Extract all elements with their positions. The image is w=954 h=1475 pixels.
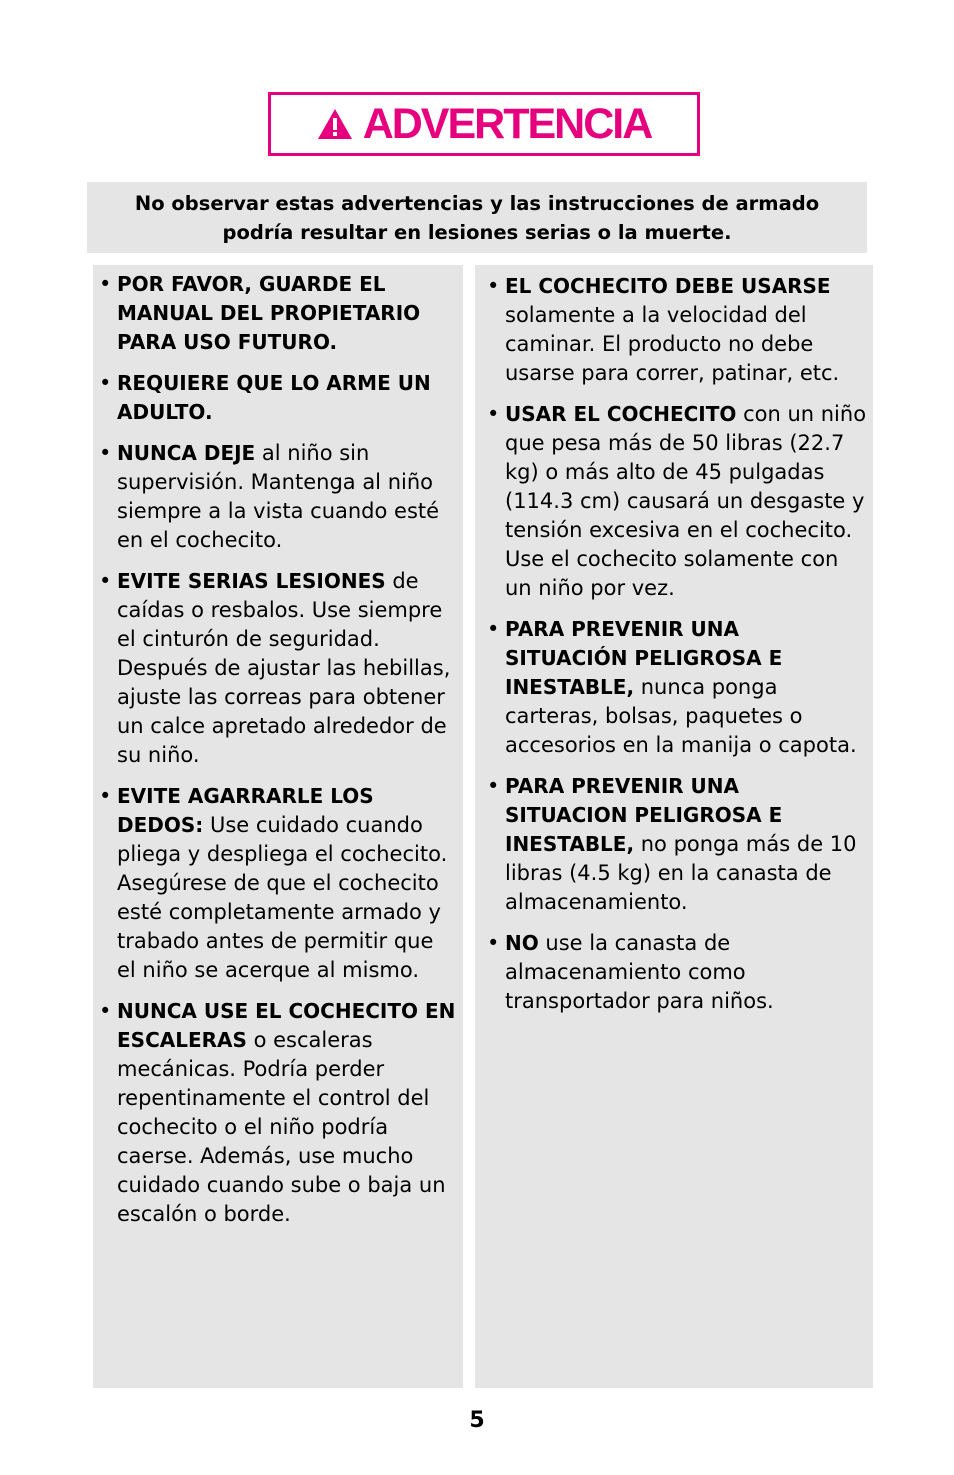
bullet: • (487, 402, 500, 426)
warning-item-heading: EVITE AGARRARLE LOS DEDOS: (117, 784, 374, 837)
bullet: • (99, 441, 112, 465)
left-warning-column (93, 265, 463, 1388)
warning-item (487, 272, 867, 388)
warning-item-text: use la canasta de almacenamiento como transportador para niños. (505, 931, 774, 1013)
warning-item (99, 369, 457, 427)
warning-item-text: nunca ponga carteras, bolsas, paquetes o accesorios en la manija o capota. (505, 675, 857, 757)
page-number: 5 (469, 1408, 485, 1433)
warning-item-text: Use cuidado cuando pliega y despliega el cochecito. Asegúrese de que el cochecito esté completamente armado y trabado antes de permitir que el niño se acerque al mismo. (117, 813, 448, 982)
warning-item-text: solamente a la velocidad del caminar. El producto no debe usarse para correr, patinar, etc. (505, 303, 840, 385)
bullet: • (99, 272, 112, 296)
bullet: • (99, 999, 112, 1023)
warning-item-heading: NUNCA DEJE (117, 441, 256, 465)
warning-item-text: de caídas o resbalos. Use siempre el cinturón de seguridad. Después de ajustar las hebillas, ajuste las correas para obtener un calce apretado alrededor de su niño. (117, 569, 451, 767)
warning-item-heading: EL COCHECITO DEBE USARSE (505, 274, 831, 298)
warning-item (99, 439, 457, 555)
warning-item-text: o escaleras mecánicas. Podría perder repentinamente el control del cochecito o el niño podría caerse. Además, use mucho cuidado cuando sube o baja un escalón o borde. (117, 1028, 446, 1226)
warning-item-heading: NUNCA USE EL COCHECITO EN ESCALERAS (117, 999, 456, 1052)
warning-item (99, 782, 457, 985)
bullet: • (99, 784, 112, 808)
warning-item-heading: REQUIERE QUE LO ARME UN ADULTO. (117, 371, 431, 424)
warning-item (99, 567, 457, 770)
bullet: • (487, 617, 500, 641)
warning-item (487, 929, 867, 1016)
banner-title: ADVERTENCIA (362, 99, 652, 148)
warning-item-heading: NO (505, 931, 539, 955)
warning-item-heading: PARA PREVENIR UNA SITUACIÓN PELIGROSA E INESTABLE, (505, 617, 783, 699)
warning-item (487, 615, 867, 760)
intro-warning: No observar estas advertencias y las instrucciones de armado podría resultar en lesiones serias o la muerte. (87, 182, 867, 253)
bullet: • (99, 371, 112, 395)
warning-item (99, 270, 457, 357)
warning-item-heading: PARA PREVENIR UNA SITUACION PELIGROSA E INESTABLE, (505, 774, 783, 856)
warning-item-text: al niño sin supervisión. Mantenga al niño siempre a la vista cuando esté en el cochecito. (117, 441, 440, 552)
bullet: • (487, 774, 500, 798)
warning-item-text: con un niño que pesa más de 50 libras (22.7 kg) o más alto de 45 pulgadas (114.3 cm) causará un desgaste y tensión excesiva en el cochecito. Use el cochecito solamente con un niño por vez. (505, 402, 867, 600)
warning-item-heading: EVITE SERIAS LESIONES (117, 569, 386, 593)
bullet: • (99, 569, 112, 593)
warning-item (487, 772, 867, 917)
warning-item-text: no ponga más de 10 libras (4.5 kg) en la canasta de almacenamiento. (505, 832, 857, 914)
warning-item-heading: USAR EL COCHECITO (505, 402, 737, 426)
warning-item-heading: POR FAVOR, GUARDE EL MANUAL DEL PROPIETARIO PARA USO FUTURO. (117, 272, 421, 354)
bullet: • (487, 931, 500, 955)
warning-banner (268, 92, 700, 156)
warning-item (487, 400, 867, 603)
warning-triangle-icon (317, 108, 353, 140)
warning-item (99, 997, 457, 1229)
bullet: • (487, 274, 500, 298)
right-warning-column (475, 265, 873, 1388)
